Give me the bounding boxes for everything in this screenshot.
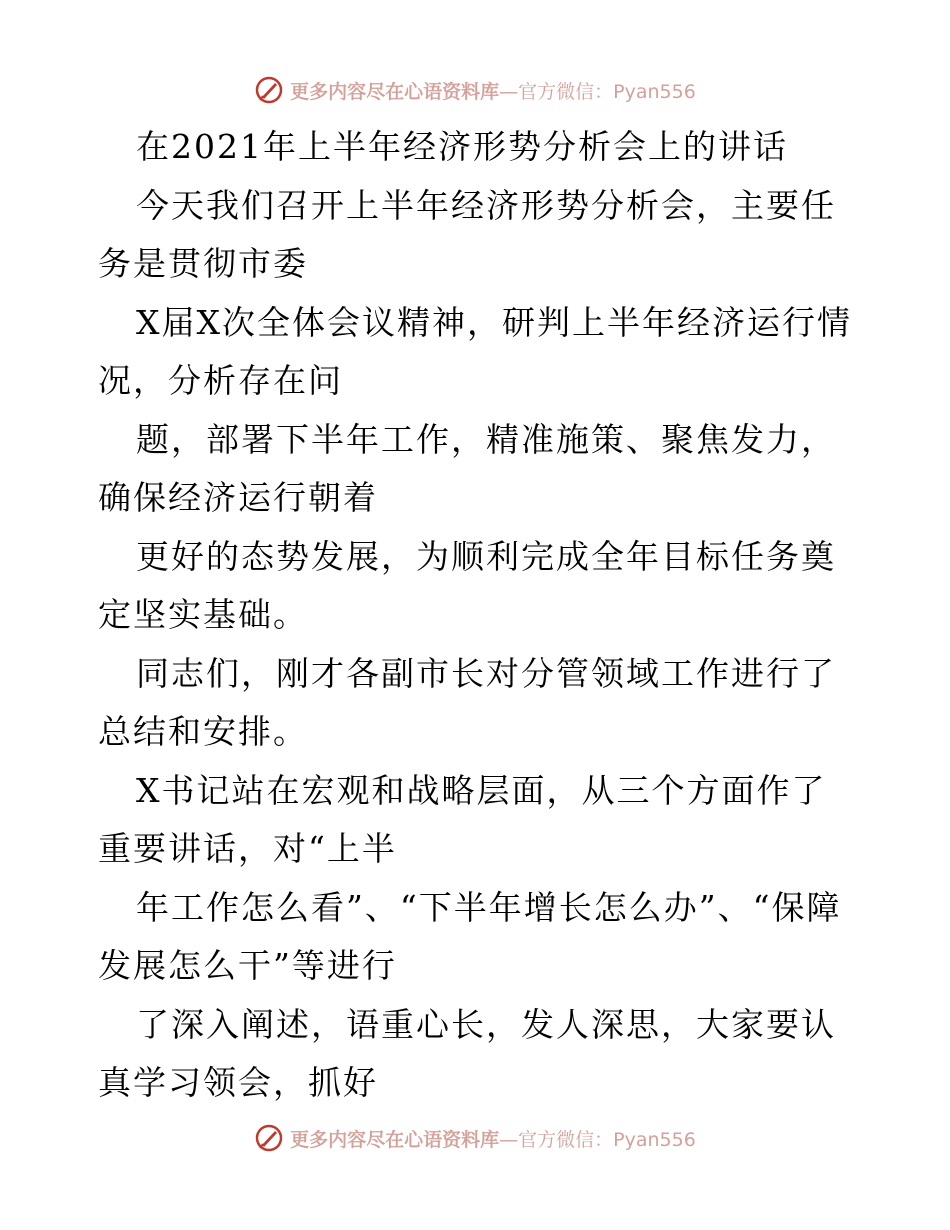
- paragraph: 了深入阐述，语重心长，发人深思，大家要认真学习领会，抓好: [98, 1004, 836, 1102]
- paragraph: 题，部署下半年工作，精准施策、聚焦发力，确保经济运行朝着: [98, 419, 836, 517]
- paragraph: X书记站在宏观和战略层面，从三个方面作了重要讲话，对“上半: [98, 770, 827, 868]
- footer-banner: [0, 1118, 950, 1158]
- header-banner: [0, 70, 950, 110]
- paragraph: 年工作怎么看”、“下半年增长怎么办”、“保障发展怎么干”等进行: [98, 887, 842, 985]
- paragraph: 今天我们召开上半年经济形势分析会，主要任务是贯彻市委: [98, 185, 836, 283]
- footer-brand-text: 更多内容尽在心语资料库: [290, 1128, 500, 1151]
- paragraph: 同志们，刚才各副市长对分管领域工作进行了总结和安排。: [98, 653, 836, 751]
- paragraph: X届X次全体会议精神，研判上半年经济运行情况，分析存在问: [98, 302, 852, 400]
- header-separator: —: [499, 80, 519, 103]
- footer-banner-text: [290, 1125, 696, 1152]
- header-brand-text: 更多内容尽在心语资料库: [290, 80, 500, 103]
- footer-separator: —: [499, 1128, 519, 1151]
- paragraph: 更好的态势发展，为顺利完成全年目标任务奠定坚实基础。: [98, 536, 836, 634]
- document-body: [98, 118, 858, 1113]
- quill-seal-icon: [254, 75, 284, 105]
- header-banner-text: [290, 77, 696, 104]
- document-title: 在2021年上半年经济形势分析会上的讲话: [136, 127, 788, 166]
- footer-contact-text: 官方微信：Pyan556: [518, 1128, 696, 1151]
- header-contact-text: 官方微信：Pyan556: [518, 80, 696, 103]
- quill-seal-icon: [254, 1123, 284, 1153]
